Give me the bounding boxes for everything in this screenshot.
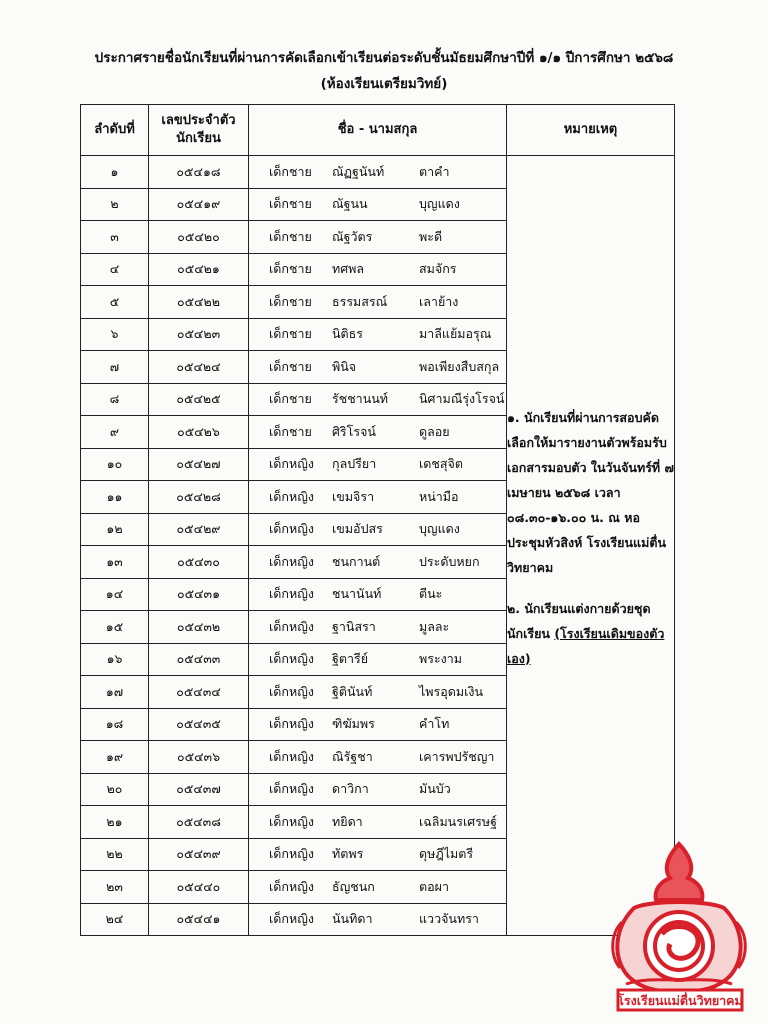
last-name: นิศามณีรุ่งโรจน์	[419, 391, 505, 407]
row-name-cell	[249, 383, 507, 416]
last-name: ประดับหยก	[419, 553, 480, 569]
row-student-id-cell: ๐๕๔๒๔	[149, 351, 249, 384]
name-prefix: เด็กชาย	[269, 326, 312, 342]
first-name: ธรรมสรณ์	[332, 293, 388, 309]
row-name-cell	[249, 448, 507, 481]
name-prefix: เด็กชาย	[269, 293, 312, 309]
row-order-cell: ๑๙	[81, 741, 149, 774]
student-table	[80, 104, 675, 936]
header-remarks: หมายเหตุ	[507, 105, 675, 156]
table-header-row	[81, 105, 675, 156]
remark-note-2	[507, 596, 674, 671]
first-name: ณัฏฐนันท์	[332, 163, 385, 179]
row-student-id-cell: ๐๕๔๒๖	[149, 416, 249, 449]
last-name: ไพรอุดมเงิน	[419, 683, 484, 699]
row-student-id-cell: ๐๕๔๒๘	[149, 481, 249, 514]
row-name-cell	[249, 156, 507, 189]
name-prefix: เด็กหญิง	[269, 716, 314, 732]
first-name: กุลปรียา	[332, 456, 377, 472]
first-name: ฐิตารีย์	[332, 651, 369, 667]
row-student-id-cell: ๐๕๔๒๐	[149, 221, 249, 254]
row-name-cell	[249, 318, 507, 351]
row-student-id-cell: ๐๕๔๓๖	[149, 741, 249, 774]
row-order-cell: ๒๒	[81, 838, 149, 871]
row-student-id-cell: ๐๕๔๓๕	[149, 708, 249, 741]
row-order-cell: ๔	[81, 253, 149, 286]
row-name-cell	[249, 351, 507, 384]
name-prefix: เด็กหญิง	[269, 683, 314, 699]
name-prefix: เด็กชาย	[269, 196, 312, 212]
name-prefix: เด็กชาย	[269, 358, 312, 374]
name-prefix: เด็กหญิง	[269, 846, 314, 862]
last-name: เคารพปรัชญา	[419, 748, 495, 764]
row-name-cell	[249, 481, 507, 514]
first-name: ฐานิสรา	[332, 618, 376, 634]
row-student-id-cell: ๐๕๔๑๙	[149, 188, 249, 221]
row-student-id-cell: ๐๕๔๓๐	[149, 546, 249, 579]
row-name-cell	[249, 416, 507, 449]
row-order-cell: ๒๓	[81, 871, 149, 904]
row-order-cell: ๑	[81, 156, 149, 189]
header-name: ชื่อ - นามสกุล	[249, 105, 507, 156]
first-name: ทยิดา	[332, 813, 363, 829]
first-name: ชนกานต์	[332, 553, 381, 569]
last-name: เดชสุจิต	[419, 456, 463, 472]
last-name: สมจักร	[419, 261, 457, 277]
last-name: มันบัว	[419, 781, 451, 797]
row-order-cell: ๑๐	[81, 448, 149, 481]
row-order-cell: ๒๔	[81, 903, 149, 936]
row-student-id-cell: ๐๕๔๒๗	[149, 448, 249, 481]
row-order-cell: ๑๓	[81, 546, 149, 579]
row-order-cell: ๑๘	[81, 708, 149, 741]
row-name-cell	[249, 188, 507, 221]
row-name-cell	[249, 708, 507, 741]
name-prefix: เด็กหญิง	[269, 781, 314, 797]
row-name-cell	[249, 741, 507, 774]
row-name-cell	[249, 286, 507, 319]
name-prefix: เด็กหญิง	[269, 911, 314, 927]
last-name: พะดี	[419, 228, 443, 244]
name-prefix: เด็กหญิง	[269, 878, 314, 894]
name-prefix: เด็กหญิง	[269, 813, 314, 829]
header-student-id	[149, 105, 249, 156]
row-name-cell	[249, 773, 507, 806]
row-order-cell: ๑๒	[81, 513, 149, 546]
first-name: ชนานันท์	[332, 586, 382, 602]
row-student-id-cell: ๐๕๔๒๓	[149, 318, 249, 351]
row-student-id-cell: ๐๕๔๔๐	[149, 871, 249, 904]
row-student-id-cell: ๐๕๔๑๘	[149, 156, 249, 189]
remark-note-1: ๑. นักเรียนที่ผ่านการสอบคัดเลือกให้มารายงานตัวพร้อมรับเอกสารมอบตัว ในวันจันทร์ที่ ๗ เมษายน ๒๕๖๘ เวลา ๐๘.๓๐-๑๖.๐๐ น. ณ หอประชุมหัวสิงห์ โรงเรียนแม่ตื่นวิทยาคม	[507, 409, 674, 575]
row-name-cell	[249, 611, 507, 644]
last-name: พอเพียงสืบสกุล	[419, 358, 500, 374]
first-name: ฑิฆัมพร	[332, 716, 375, 732]
row-student-id-cell: ๐๕๔๒๙	[149, 513, 249, 546]
last-name: มาลีแย้มอรุณ	[419, 326, 492, 342]
first-name: ทัตพร	[332, 846, 364, 862]
name-prefix: เด็กชาย	[269, 228, 312, 244]
page-title: ประกาศรายชื่อนักเรียนที่ผ่านการคัดเลือกเข้าเรียนต่อระดับชั้นมัธยมศึกษาปีที่ ๑/๑ ปีการศึกษา ๒๕๖๘	[94, 50, 674, 66]
row-name-cell	[249, 643, 507, 676]
name-prefix: เด็กชาย	[269, 163, 312, 179]
first-name: นิติธร	[332, 326, 364, 342]
row-name-cell	[249, 253, 507, 286]
row-student-id-cell: ๐๕๔๓๓	[149, 643, 249, 676]
page-subtitle: (ห้องเรียนเตรียมวิทย์)	[320, 76, 448, 92]
name-prefix: เด็กหญิง	[269, 618, 314, 634]
row-name-cell	[249, 838, 507, 871]
school-seal	[604, 838, 754, 1014]
row-order-cell: ๑๕	[81, 611, 149, 644]
last-name: มูลละ	[419, 618, 450, 634]
name-prefix: เด็กชาย	[269, 423, 312, 439]
row-order-cell: ๒๐	[81, 773, 149, 806]
header-student-id-line2: นักเรียน	[176, 131, 221, 146]
row-order-cell: ๓	[81, 221, 149, 254]
last-name: ตาคำ	[419, 163, 450, 179]
last-name: ดุษฎีไมตรี	[419, 846, 474, 862]
first-name: ธัญชนก	[332, 878, 375, 894]
remarks-cell	[507, 156, 675, 936]
row-name-cell	[249, 871, 507, 904]
last-name: ตอผา	[419, 878, 449, 894]
last-name: ตีนะ	[419, 586, 443, 602]
last-name: บุญแดง	[419, 196, 460, 212]
row-name-cell	[249, 903, 507, 936]
row-order-cell: ๙	[81, 416, 149, 449]
row-student-id-cell: ๐๕๔๒๕	[149, 383, 249, 416]
last-name: เลาย้าง	[419, 293, 459, 309]
row-name-cell	[249, 676, 507, 709]
name-prefix: เด็กชาย	[269, 391, 312, 407]
name-prefix: เด็กหญิง	[269, 456, 314, 472]
row-order-cell: ๕	[81, 286, 149, 319]
row-student-id-cell: ๐๕๔๒๑	[149, 253, 249, 286]
row-student-id-cell: ๐๕๔๓๗	[149, 773, 249, 806]
remark-note-2-underlined: (โรงเรียนเดิมของตัวเอง)	[507, 625, 665, 666]
header-order: ลำดับที่	[81, 105, 149, 156]
last-name: หน่ามือ	[419, 488, 459, 504]
first-name: รัชชานนท์	[332, 391, 389, 407]
name-prefix: เด็กหญิง	[269, 748, 314, 764]
first-name: พินิจ	[332, 358, 357, 374]
row-order-cell: ๒๑	[81, 806, 149, 839]
seal-text: โรงเรียนแม่ตื่นวิทยาคม	[617, 993, 743, 1008]
header-student-id-line1: เลขประจำตัว	[161, 113, 236, 128]
row-student-id-cell: ๐๕๔๓๒	[149, 611, 249, 644]
row-order-cell: ๒	[81, 188, 149, 221]
row-student-id-cell: ๐๕๔๓๑	[149, 578, 249, 611]
row-name-cell	[249, 546, 507, 579]
row-student-id-cell: ๐๕๔๓๘	[149, 806, 249, 839]
row-student-id-cell: ๐๕๔๒๒	[149, 286, 249, 319]
name-prefix: เด็กหญิง	[269, 488, 314, 504]
name-prefix: เด็กชาย	[269, 261, 312, 277]
first-name: ฐิตินันท์	[332, 683, 373, 699]
row-student-id-cell: ๐๕๔๓๔	[149, 676, 249, 709]
row-name-cell	[249, 513, 507, 546]
table-row	[81, 156, 675, 189]
row-order-cell: ๘	[81, 383, 149, 416]
row-student-id-cell: ๐๕๔๔๑	[149, 903, 249, 936]
row-student-id-cell: ๐๕๔๓๙	[149, 838, 249, 871]
first-name: เขมอัปสร	[332, 521, 383, 537]
remark-note-2-text: ๒. นักเรียนแต่งกายด้วยชุดนักเรียน	[507, 600, 651, 641]
last-name: ดูลอย	[419, 423, 450, 439]
first-name: ศิริโรจน์	[332, 423, 376, 439]
row-order-cell: ๖	[81, 318, 149, 351]
row-order-cell: ๑๖	[81, 643, 149, 676]
name-prefix: เด็กหญิง	[269, 586, 314, 602]
first-name: ณัฐวัตร	[332, 228, 373, 244]
row-name-cell	[249, 578, 507, 611]
first-name: ทศพล	[332, 261, 365, 277]
row-order-cell: ๑๗	[81, 676, 149, 709]
name-prefix: เด็กหญิง	[269, 651, 314, 667]
last-name: คำโท	[419, 716, 450, 732]
row-order-cell: ๑๔	[81, 578, 149, 611]
first-name: ณัฐนน	[332, 196, 368, 212]
name-prefix: เด็กหญิง	[269, 553, 314, 569]
first-name: นันทิดา	[332, 911, 373, 927]
table-body	[81, 156, 675, 936]
row-order-cell: ๗	[81, 351, 149, 384]
last-name: พระงาม	[419, 651, 463, 667]
name-prefix: เด็กหญิง	[269, 521, 314, 537]
row-name-cell	[249, 806, 507, 839]
first-name: ณิรัฐชา	[332, 748, 373, 764]
first-name: ดาวิกา	[332, 781, 369, 797]
first-name: เขมจิรา	[332, 488, 375, 504]
last-name: แววจันทรา	[419, 911, 479, 927]
last-name: บุญแดง	[419, 521, 460, 537]
row-name-cell	[249, 221, 507, 254]
row-order-cell: ๑๑	[81, 481, 149, 514]
last-name: เฉลิมนรเศรษฐ์	[419, 813, 498, 829]
